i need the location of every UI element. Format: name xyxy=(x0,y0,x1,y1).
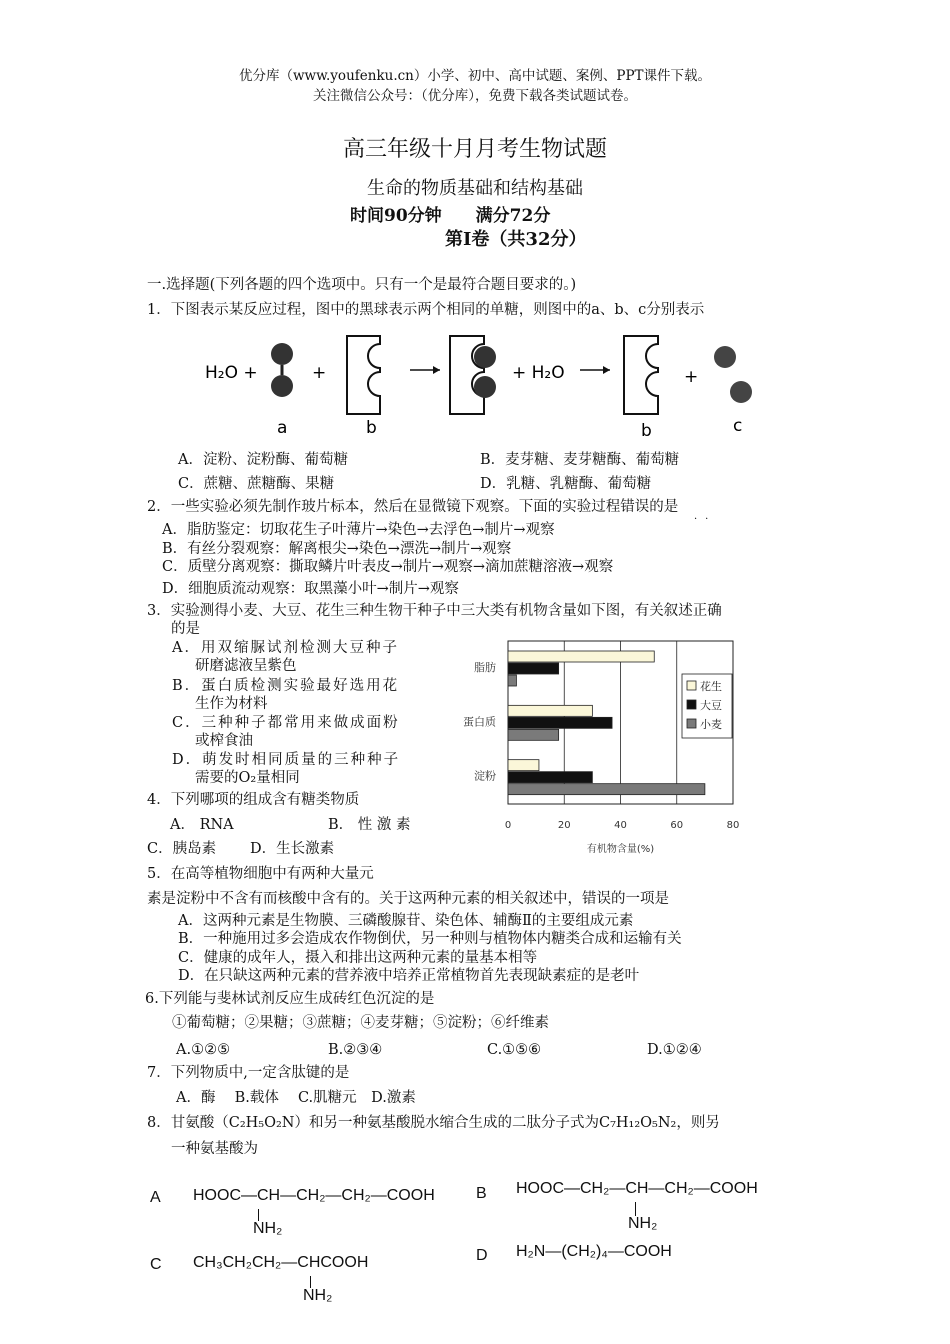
q3-option-a-cont: 研磨滤液呈紫色 xyxy=(195,658,297,674)
q6-option-d[interactable]: D.①②④ xyxy=(647,1042,702,1058)
q8-label-b[interactable]: B xyxy=(476,1185,487,1202)
exam-title: 高三年级十月月考生物试题 xyxy=(342,137,607,162)
q1-reaction-diagram xyxy=(200,330,780,445)
q2-option-b[interactable]: B．有丝分裂观察：解离根尖→染色→漂洗→制片→观察 xyxy=(162,541,512,557)
q4-stem: 4．下列哪项的组成含有糖类物质 xyxy=(147,792,360,808)
q4-option-c[interactable]: C．胰岛素 xyxy=(147,841,217,857)
q3-option-b-cont: 生作为材料 xyxy=(195,696,268,712)
enzyme-substrate-complex xyxy=(450,336,484,414)
exam-subtitle: 生命的物质基础和结构基础 xyxy=(367,178,583,199)
q3-stem-line2: 的是 xyxy=(171,621,200,637)
y-category-label: 脂肪 xyxy=(474,661,496,674)
bar-大豆 xyxy=(508,663,559,674)
q2-option-a[interactable]: A．脂肪鉴定：切取花生子叶薄片→染色→去浮色→制片→观察 xyxy=(162,522,555,538)
q3-option-a[interactable]: A．用双缩脲试剂检测大豆种子 xyxy=(172,640,399,656)
q3-option-d-cont: 需要的O₂量相同 xyxy=(195,770,300,786)
legend-swatch xyxy=(687,681,696,690)
x-tick-label: 20 xyxy=(557,820,571,831)
q8-formula-a: HOOC—CH—CH₂—CH₂—COOH xyxy=(193,1187,435,1204)
x-tick-label: 40 xyxy=(614,820,627,831)
q6-stem: 6.下列能与斐林试剂反应生成砖红色沉淀的是 xyxy=(145,991,435,1007)
q8-label-a[interactable]: A xyxy=(150,1189,161,1206)
legend-swatch xyxy=(687,700,696,709)
x-tick-label: 0 xyxy=(504,820,512,831)
bar-花生 xyxy=(508,651,654,662)
q1-option-d[interactable]: D．乳糖、乳糖酶、葡萄糖 xyxy=(480,476,652,492)
q3-option-b[interactable]: B．蛋白质检测实验最好选用花 xyxy=(172,678,400,694)
bar-花生 xyxy=(508,760,539,771)
q8-formula-a-nh2: NH₂ xyxy=(253,1220,283,1237)
q1-plus-2: + xyxy=(684,367,699,387)
q8-formula-b: HOOC—CH₂—CH—CH₂—COOH xyxy=(516,1180,758,1197)
q1-label-a: a xyxy=(277,418,288,438)
q5-stem-line1: 5．在高等植物细胞中有两种大量元 xyxy=(147,866,374,882)
q1-option-c[interactable]: C．蔗糖、蔗糖酶、果糖 xyxy=(178,476,335,492)
q3-stem-line1: 3．实验测得小麦、大豆、花生三种生物干种子中三大类有机物含量如下图，有关叙述正确 xyxy=(147,603,722,619)
x-axis-label: 有机物含量(%) xyxy=(586,844,655,855)
header-line-2: 关注微信公众号：（优分库），免费下载各类试题试卷。 xyxy=(313,88,637,104)
monosaccharide-ball xyxy=(714,346,736,368)
q4-option-d[interactable]: D．生长激素 xyxy=(250,841,335,857)
q7-options[interactable]: A．酶 B.载体 C.肌糖元 D.激素 xyxy=(176,1090,416,1106)
q6-items: ①葡萄糖；②果糖；③蔗糖；④麦芽糖；⑤淀粉；⑥纤维素 xyxy=(172,1015,549,1031)
bar-小麦 xyxy=(508,784,705,795)
q1-label-b2: b xyxy=(641,421,652,441)
q5-option-c[interactable]: C．健康的成年人，摄入和排出这两种元素的量基本相等 xyxy=(178,950,538,966)
q1-plus-1: + xyxy=(312,363,327,383)
q6-option-a[interactable]: A.①②⑤ xyxy=(176,1042,231,1058)
bar-小麦 xyxy=(508,729,559,740)
q1-option-a[interactable]: A．淀粉、淀粉酶、葡萄糖 xyxy=(178,452,348,468)
exam-time: 时间90分钟 满分72分 xyxy=(350,206,551,226)
section-heading: 一.选择题(下列各题的四个选项中。只有一个是最符合题目要求的。) xyxy=(147,277,577,293)
q4-option-a[interactable]: A． RNA xyxy=(170,817,234,833)
y-category-label: 蛋白质 xyxy=(463,715,496,729)
q1-label-c: c xyxy=(733,416,743,436)
q3-option-c[interactable]: C．三种种子都常用来做成面粉 xyxy=(172,715,400,731)
q8-stem-line1: 8．甘氨酸（C₂H₅O₂N）和另一种氨基酸脱水缩合生成的二肽分子式为C₇H₁₂O₅N₂，则另 xyxy=(147,1115,720,1131)
q8-label-d[interactable]: D xyxy=(476,1247,488,1264)
q5-option-d[interactable]: D．在只缺这两种元素的营养液中培养正常植物首先表现缺素症的是老叶 xyxy=(178,968,640,984)
bond-line xyxy=(635,1202,636,1216)
q8-formula-c: CH₃CH₂CH₂—CHCOOH xyxy=(193,1254,369,1271)
q4-option-b[interactable]: B． 性 激 素 xyxy=(328,817,411,833)
q1-plus-h2o: + H₂O xyxy=(512,363,565,383)
legend-swatch xyxy=(687,719,696,728)
q8-label-c[interactable]: C xyxy=(150,1256,162,1273)
q3-option-c-cont: 或榨食油 xyxy=(195,733,253,749)
bar-大豆 xyxy=(508,772,592,783)
q6-option-c[interactable]: C.①⑤⑥ xyxy=(487,1042,542,1058)
legend-label: 小麦 xyxy=(700,718,722,731)
monosaccharide-ball xyxy=(474,346,496,368)
q2-option-d[interactable]: D．细胞质流动观察：取黑藻小叶→制片→观察 xyxy=(162,581,459,597)
bar-大豆 xyxy=(508,717,612,728)
monosaccharide-ball xyxy=(271,343,293,365)
emphasis-dots: ·· xyxy=(694,514,717,525)
monosaccharide-ball xyxy=(271,375,293,397)
q8-formula-c-nh2: NH₂ xyxy=(303,1287,333,1304)
q3-option-d[interactable]: D．萌发时相同质量的三种种子 xyxy=(172,752,401,768)
monosaccharide-ball xyxy=(730,381,752,403)
q5-stem-line2: 素是淀粉中不含有而核酸中含有的。关于这两种元素的相关叙述中，错误的一项是 xyxy=(147,891,669,907)
header-line-1: 优分库（www.youfenku.cn）小学、初中、高中试题、案例、PPT课件下载。 xyxy=(238,68,712,84)
q2-option-c[interactable]: C．质壁分离观察：撕取鳞片叶表皮→制片→观察→滴加蔗糖溶液→观察 xyxy=(162,559,614,575)
q5-option-b[interactable]: B．一种施用过多会造成农作物倒伏，另一种则与植物体内糖类合成和运输有关 xyxy=(178,931,682,947)
bar-花生 xyxy=(508,705,592,716)
q7-stem: 7．下列物质中,一定含肽键的是 xyxy=(147,1065,350,1081)
q2-stem: 2．一些实验必须先制作玻片标本，然后在显微镜下观察。下面的实验过程错误的是 xyxy=(147,499,679,515)
enzyme-shape xyxy=(624,336,658,414)
q8-stem-line2: 一种氨基酸为 xyxy=(171,1141,258,1157)
bar-小麦 xyxy=(508,675,516,686)
q8-formula-b-nh2: NH₂ xyxy=(628,1215,658,1232)
x-tick-label: 80 xyxy=(726,820,740,831)
legend-label: 大豆 xyxy=(700,699,722,712)
q3-bar-chart xyxy=(455,636,755,861)
q1-h2o-plus: H₂O + xyxy=(205,363,258,383)
q8-formula-d: H₂N—(CH₂)₄—COOH xyxy=(516,1243,672,1260)
monosaccharide-ball xyxy=(474,376,496,398)
q5-option-a[interactable]: A．这两种元素是生物膜、三磷酸腺苷、染色体、辅酶Ⅱ的主要组成元素 xyxy=(178,913,634,929)
enzyme-shape xyxy=(347,336,380,414)
q1-stem: 1．下图表示某反应过程，图中的黑球表示两个相同的单糖，则图中的a、b、c分别表示 xyxy=(147,302,705,318)
exam-part: 第Ⅰ卷（共32分） xyxy=(445,229,587,250)
q1-label-b: b xyxy=(366,418,377,438)
q6-option-b[interactable]: B.②③④ xyxy=(328,1042,383,1058)
y-category-label: 淀粉 xyxy=(474,769,496,783)
q1-option-b[interactable]: B．麦芽糖、麦芽糖酶、葡萄糖 xyxy=(480,452,680,468)
x-tick-label: 60 xyxy=(670,820,684,831)
legend-label: 花生 xyxy=(700,680,722,693)
